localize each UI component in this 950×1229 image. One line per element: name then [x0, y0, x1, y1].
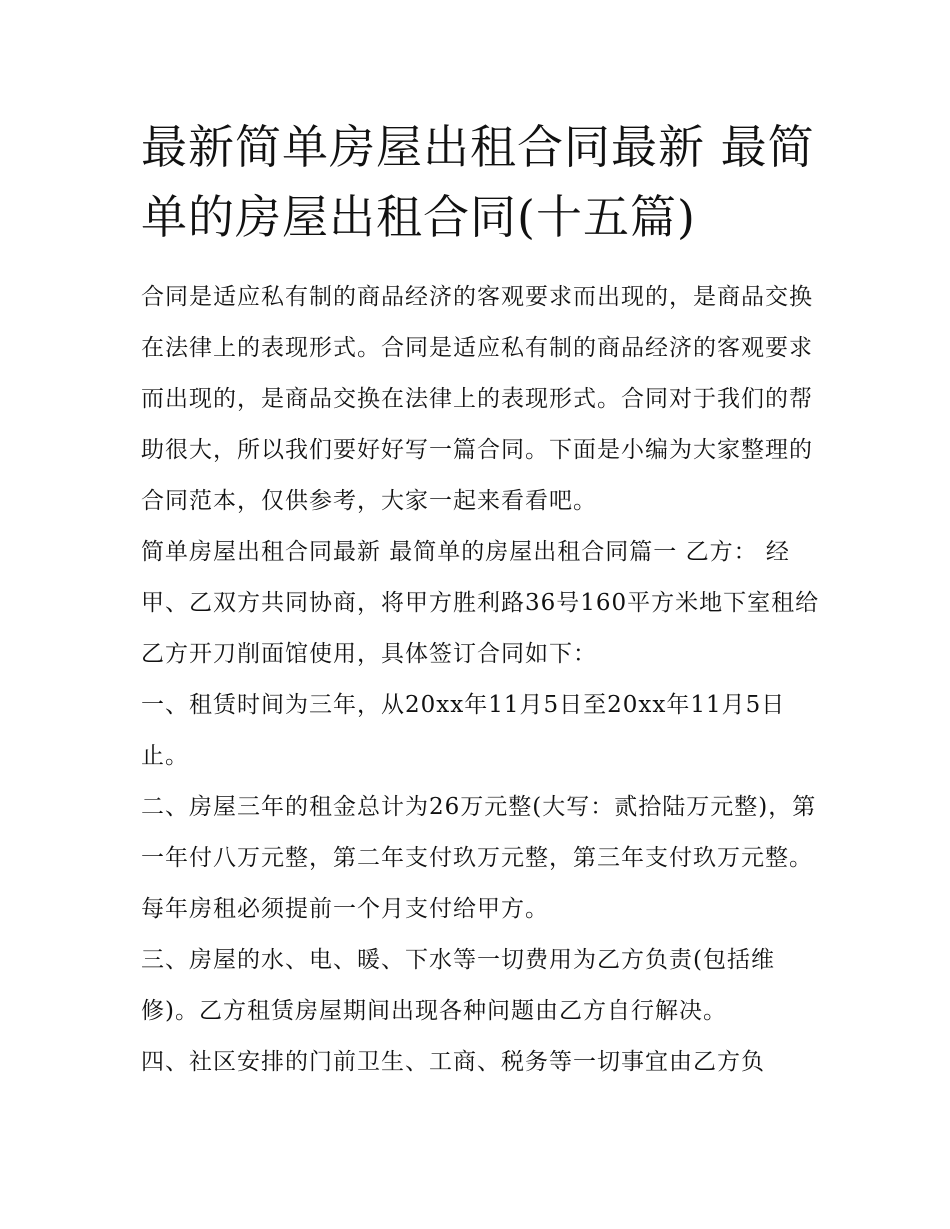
contract-preamble: 简单房屋出租合同最新 最简单的房屋出租合同篇一 乙方： 经甲、乙双方共同协商，将甲方胜利路36号160平方米地下室租给乙方开刀削面馆使用，具体签订合同如下： [141, 539, 820, 667]
clause-1: 一、租赁时间为三年，从20xx年11月5日至20xx年11月5日止。 [141, 692, 786, 769]
intro-paragraph: 合同是适应私有制的商品经济的客观要求而出现的，是商品交换在法律上的表现形式。合同是适应私有制的商品经济的客观要求而出现的，是商品交换在法律上的表现形式。合同对于我们的帮助很大，所以我们要好好写一篇合同。下面是小编为大家整理的合同范本，仅供参考，大家一起来看看吧。 [141, 284, 813, 514]
document-page [141, 112, 821, 1088]
clause-4: 四、社区安排的门前卫生、工商、税务等一切事宜由乙方负 [141, 1049, 765, 1075]
clause-3: 三、房屋的水、电、暖、下水等一切费用为乙方负责(包括维修)。乙方租赁房屋期间出现各种问题由乙方自行解决。 [141, 947, 775, 1024]
document-title: 最新简单房屋出租合同最新 最简单的房屋出租合同(十五篇) [141, 120, 815, 244]
clause-2: 二、房屋三年的租金总计为26万元整(大写：贰拾陆万元整)，第一年付八万元整，第二年支付玖万元整，第三年支付玖万元整。每年房租必须提前一个月支付给甲方。 [141, 794, 817, 922]
